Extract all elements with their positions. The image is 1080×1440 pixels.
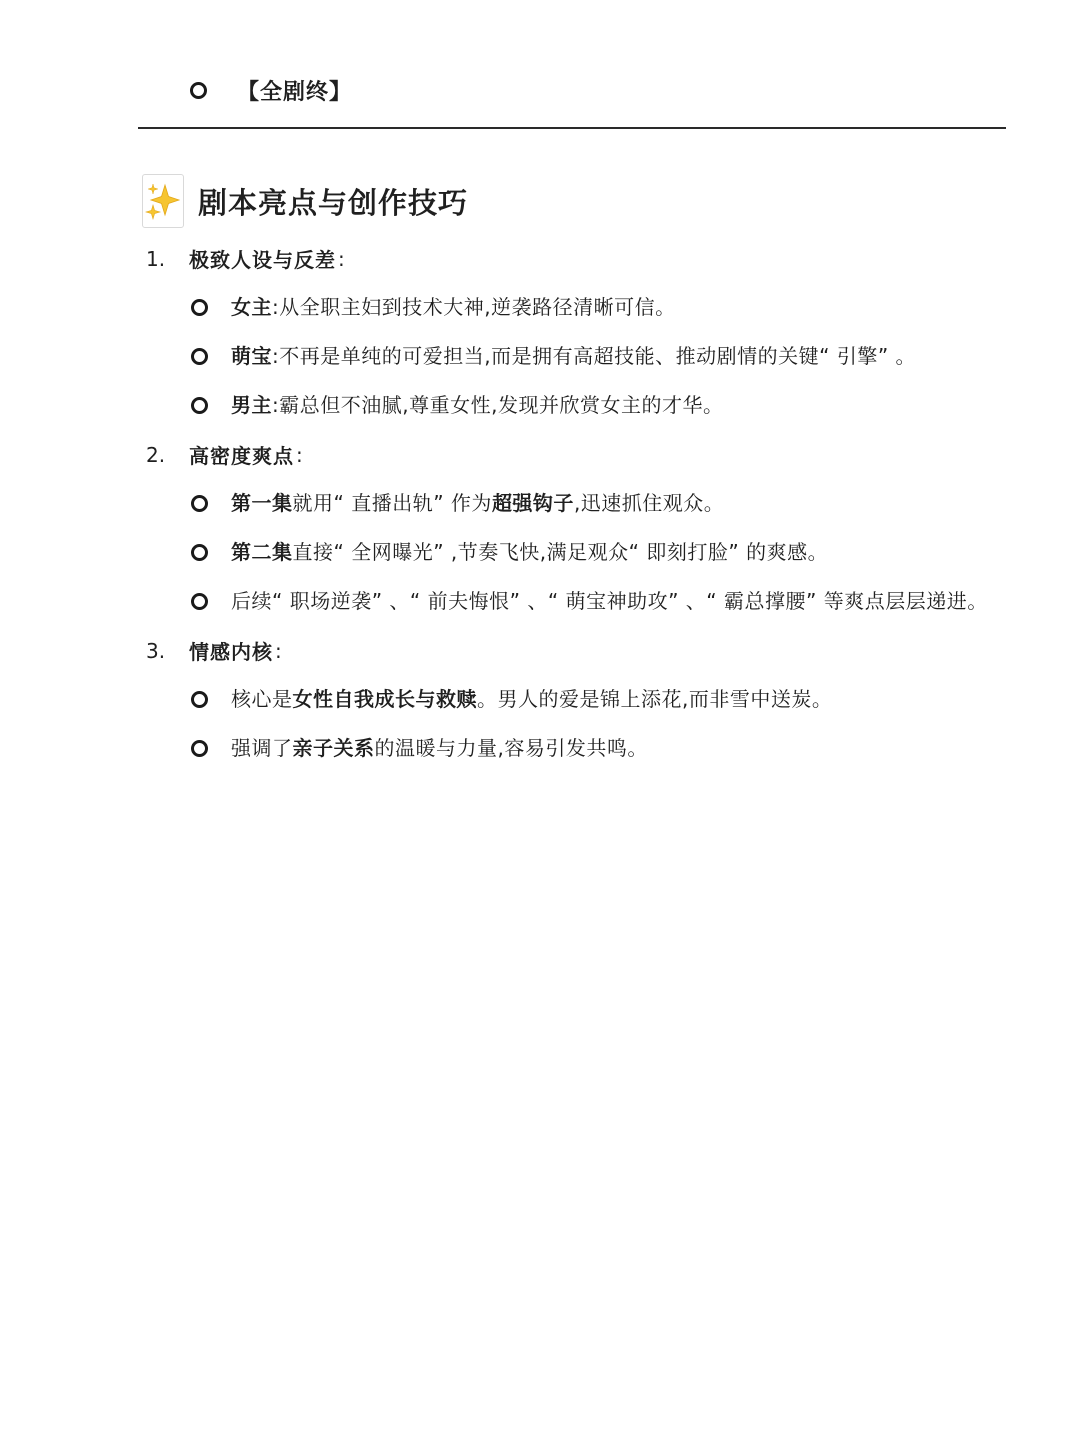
item-plain: 后续“ 职场逆袭” 、“ 前夫悔恨” 、“ 萌宝神助攻” 、“ 霸总撑腰” 等爽点层层递进。 (231, 589, 988, 613)
list-item (146, 724, 1016, 773)
item-plain: ,迅速抓住观众。 (573, 491, 725, 515)
item-text (231, 675, 1001, 724)
list-item (146, 479, 1016, 528)
item-plain: 的温暖与力量,容易引发共鸣。 (374, 736, 648, 760)
section-number: 3. (146, 638, 166, 663)
section-1 (146, 234, 1016, 430)
section-label: 高密度爽点 (189, 444, 294, 468)
list-item (146, 283, 1016, 332)
hollow-circle-bullet-icon (191, 544, 208, 561)
item-text (231, 724, 1001, 773)
item-plain: 核心是 (231, 687, 293, 711)
sparkles-icon (142, 174, 184, 228)
item-text (231, 332, 1001, 381)
item-bold: 女性自我成长与救赎 (292, 687, 477, 711)
item-plain: 直接“ 全网曝光” ,节奏飞快,满足观众“ 即刻打脸” 的爽感。 (292, 540, 829, 564)
hollow-circle-bullet-icon (191, 348, 208, 365)
item-bold: 萌宝 (231, 344, 272, 368)
list-item (146, 675, 1016, 724)
hollow-circle-bullet-icon (191, 299, 208, 316)
item-plain: :不再是单纯的可爱担当,而是拥有高超技能、推动剧情的关键“ 引擎” 。 (272, 344, 917, 368)
section-title (146, 234, 1016, 283)
hollow-circle-bullet-icon (191, 691, 208, 708)
list-item (146, 332, 1016, 381)
item-bold: 亲子关系 (292, 736, 375, 760)
item-bold: 超强钩子 (491, 491, 574, 515)
heading-title: 剧本亮点与创作技巧 (198, 185, 469, 220)
hollow-circle-bullet-icon (191, 593, 208, 610)
item-text (231, 479, 1001, 528)
section-colon: : (275, 638, 282, 663)
item-text (231, 381, 1001, 430)
item-bold: 女主 (231, 295, 272, 319)
section-title (146, 626, 1016, 675)
section-label: 情感内核 (189, 640, 273, 664)
hollow-circle-bullet-icon (191, 397, 208, 414)
section-label: 极致人设与反差 (189, 248, 336, 272)
hollow-circle-bullet-icon (191, 740, 208, 757)
item-plain: 就用“ 直播出轨” 作为 (292, 491, 492, 515)
horizontal-divider (138, 127, 1006, 129)
item-plain: 强调了 (231, 736, 293, 760)
list-item (146, 577, 1016, 626)
section-2 (146, 430, 1016, 626)
section-3 (146, 626, 1016, 773)
section-colon: : (296, 442, 303, 467)
hollow-circle-bullet-icon (191, 495, 208, 512)
section-heading (142, 174, 468, 228)
hollow-circle-bullet-icon (190, 82, 207, 99)
numbered-list (146, 234, 1016, 773)
item-text (231, 577, 1001, 626)
list-item (146, 528, 1016, 577)
item-plain: :霸总但不油腻,尊重女性,发现并欣赏女主的才华。 (272, 393, 724, 417)
finale-text: 【全剧终】 (237, 79, 353, 105)
item-bold: 第二集 (231, 540, 293, 564)
item-bold: 第一集 (231, 491, 293, 515)
item-plain: :从全职主妇到技术大神,逆袭路径清晰可信。 (272, 295, 676, 319)
item-text (231, 283, 1001, 332)
section-title (146, 430, 1016, 479)
section-number: 1. (146, 246, 166, 271)
item-plain: 。男人的爱是锦上添花,而非雪中送炭。 (477, 687, 833, 711)
section-colon: : (338, 246, 345, 271)
list-item-finale (190, 68, 352, 112)
section-number: 2. (146, 442, 166, 467)
list-item (146, 381, 1016, 430)
item-bold: 男主 (231, 393, 272, 417)
sparkles-icon-svg (145, 181, 181, 221)
item-text (231, 528, 1001, 577)
